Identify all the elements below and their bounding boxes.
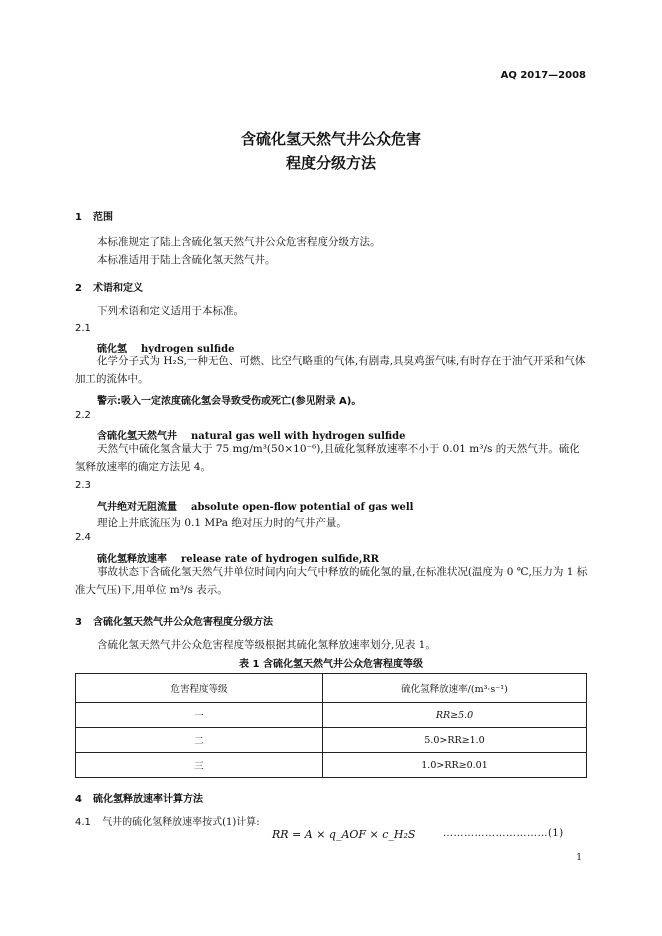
term-number: 2.2	[75, 410, 91, 421]
term-definition: 事故状态下含硫化氢天然气井单位时间内向大气中释放的硫化氢的量,在标准状况(温度为 0 ℃,压力为 1 标准大气压)下,用单位 m³/s 表示。	[75, 566, 588, 596]
term-zh: 气井绝对无阻流量	[97, 502, 177, 513]
rate-cell: 1.0>RR≥0.01	[323, 753, 587, 778]
section-number: 4	[75, 794, 82, 805]
section-title: 硫化氢释放速率计算方法	[93, 794, 203, 805]
term-en: release rate of hydrogen sulfide,RR	[181, 554, 379, 565]
rate-cell: RR≥5.0	[323, 703, 587, 728]
section-title: 范围	[93, 212, 113, 223]
subsection-text: 气井的硫化氢释放速率按式(1)计算:	[102, 817, 260, 828]
term-zh: 硫化氢释放速率	[97, 554, 167, 565]
grade-cell: 一	[76, 703, 323, 728]
grade-cell: 三	[76, 753, 323, 778]
term-en: absolute open-flow potential of gas well	[191, 502, 414, 513]
page-number: 1	[576, 853, 582, 863]
term-zh: 硫化氢	[97, 344, 127, 355]
term-number: 2.4	[75, 532, 91, 543]
section-number: 3	[75, 617, 82, 628]
hazard-grade-table	[75, 673, 587, 778]
document-title-line2: 程度分级方法	[285, 154, 376, 172]
section-2-heading	[75, 279, 143, 294]
term-definition: 理论上井底流压为 0.1 MPa 绝对压力时的气井产量。	[97, 517, 347, 529]
section-title: 术语和定义	[93, 283, 143, 294]
section-title: 含硫化氢天然气井公众危害程度分级方法	[93, 617, 273, 628]
formula: RR = A × q_AOF × c_H₂S	[272, 828, 416, 841]
term-en: natural gas well with hydrogen sulfide	[191, 431, 406, 442]
table-row	[76, 753, 587, 778]
section-2-intro: 下列术语和定义适用于本标准。	[97, 305, 244, 317]
column-header: 硫化氢释放速率/(m³·s⁻¹)	[323, 674, 587, 703]
term-heading	[97, 498, 413, 513]
section-3-paragraph: 含硫化氢天然气井公众危害程度等级根据其硫化氢释放速率划分,见表 1。	[97, 639, 436, 651]
column-header: 危害程度等级	[76, 674, 323, 703]
subsection-number: 4.1	[75, 817, 91, 828]
document-title-line1: 含硫化氢天然气井公众危害	[240, 130, 421, 148]
term-number: 2.1	[75, 323, 91, 334]
term-definition: 天然气中硫化氢含量大于 75 mg/m³(50×10⁻⁶),且硫化氢释放速率不小于 0.01 m³/s 的天然气井。硫化氢释放速率的确定方法见 4。	[75, 443, 580, 473]
grade-cell: 二	[76, 728, 323, 753]
section-1-paragraph-1: 本标准规定了陆上含硫化氢天然气井公众危害程度分级方法。	[97, 236, 381, 248]
table-row	[76, 703, 587, 728]
term-number: 2.3	[75, 480, 91, 491]
standard-code: AQ 2017—2008	[500, 70, 586, 81]
warning-note: 警示:吸入一定浓度硫化氢会导致受伤或死亡(参见附录 A)。	[97, 396, 362, 407]
section-1-heading	[75, 208, 113, 223]
section-number: 2	[75, 283, 82, 294]
subsection-line	[75, 813, 260, 828]
term-en: hydrogen sulfide	[141, 344, 235, 355]
table-row	[76, 728, 587, 753]
section-number: 1	[75, 212, 82, 223]
section-3-heading	[75, 613, 273, 628]
term-definition: 化学分子式为 H₂S,一种无色、可燃、比空气略重的气体,有剧毒,具臭鸡蛋气味,有时存在于油气开采和气体加工的流体中。	[75, 355, 586, 385]
table-caption: 表 1 含硫化氢天然气井公众危害程度等级	[239, 659, 423, 670]
section-4-heading	[75, 790, 203, 805]
rate-cell: 5.0>RR≥1.0	[323, 728, 587, 753]
table-header-row	[76, 674, 587, 703]
formula-number: …………………………(1)	[443, 828, 564, 839]
term-zh: 含硫化氢天然气井	[97, 431, 177, 442]
section-1-paragraph-2: 本标准适用于陆上含硫化氢天然气井。	[97, 254, 276, 266]
